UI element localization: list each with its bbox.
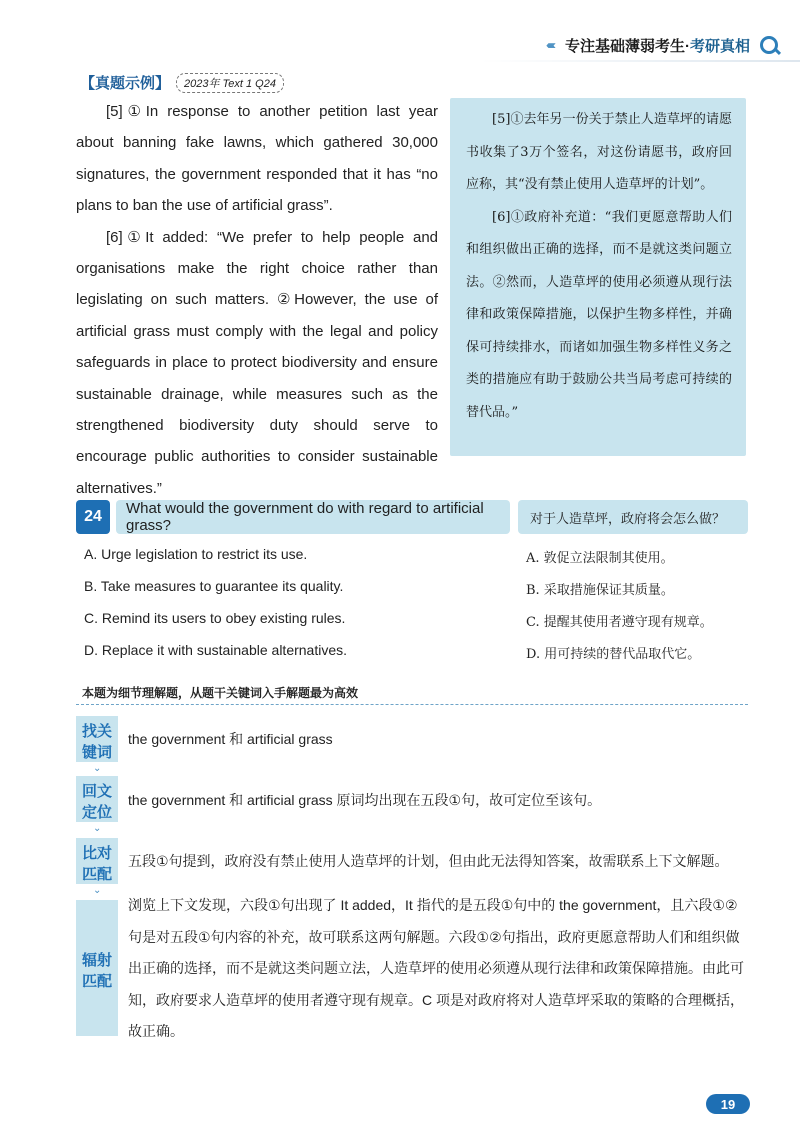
source-tag: 2023年 Text 1 Q24 bbox=[176, 73, 284, 93]
question-english: What would the government do with regard to artificial grass? bbox=[116, 500, 510, 534]
step-text-compare: 五段①句提到，政府没有禁止使用人造草坪的计划，但由此无法得知答案，故需联系上下文解题。 bbox=[128, 853, 729, 869]
option-c-en: C. Remind its users to obey existing rules. bbox=[84, 610, 346, 626]
step-label-radiate: 辐射 匹配 bbox=[76, 900, 118, 1036]
header-divider bbox=[480, 60, 800, 62]
option-b-en: B. Take measures to guarantee its quality. bbox=[84, 578, 344, 594]
question-chinese: 对于人造草坪，政府将会怎么做？ bbox=[518, 500, 748, 534]
search-q-icon bbox=[760, 36, 778, 54]
question-row bbox=[76, 500, 748, 534]
example-label: 【真题示例】 bbox=[80, 75, 171, 92]
step-label-keywords: 找关 键词 bbox=[76, 716, 118, 762]
example-title bbox=[80, 72, 284, 93]
question-number: 24 bbox=[76, 500, 110, 534]
step-label-compare: 比对 匹配 bbox=[76, 838, 118, 884]
option-d-en: D. Replace it with sustainable alternatives. bbox=[84, 642, 348, 658]
paragraph-6-en: [6]①It added: “We prefer to help people and organisations make the right choice rather than legislating on such matters. ②However, the use of artificial grass must comply with the legal and policy safeguards in place to protect biodiversity and ensure sustainable drainage, while measures such as the strengthened biodiversity duty should serve to encourage public authorities to consider sustainable alternatives.” bbox=[76, 228, 438, 497]
page-header bbox=[546, 34, 778, 56]
analysis-note: 本题为细节理解题，从题干关键词入手解题最为高效 bbox=[82, 686, 359, 700]
english-passage bbox=[76, 96, 438, 504]
page-number: 19 bbox=[706, 1094, 750, 1114]
paragraph-6-cn: [6]①政府补充道：“我们更愿意帮助人们和组织做出正确的选择，而不是就这类问题立法。②然而，人造草坪的使用必须遵从现行法律和政策保障措施，以保护生物多样性，并确保可持续排水，而诸如加强生物多样性义务之类的措施应有助于鼓励公共当局考虑可持续的替代品。” bbox=[466, 209, 732, 420]
step-text-radiate: 浏览上下文发现，六段①句出现了 It added，It 指代的是五段①句中的 the government，且六段①②句是对五段①句内容的补充，故可联系这两句解题。六段①②句指出，政府更愿意帮助人们和组织做出正确的选择，而不是就这类问题立法，人造草坪的使用必须遵从现行法律和政策保障措施。由此可知，政府要求人造草坪的使用者遵守现有规章。C 项是对政府将对人造草坪采取的策略的合理概括，故正确。 bbox=[128, 897, 744, 1039]
chevron-left-icon: ‹‹‹‹‹‹‹ bbox=[546, 38, 553, 52]
step-label-locate: 回文 定位 bbox=[76, 776, 118, 822]
option-b-cn: B. 采取措施保证其质量。 bbox=[526, 583, 674, 598]
option-d-cn: D. 用可持续的替代品取代它。 bbox=[526, 647, 701, 662]
chevron-down-icon: ⌄ bbox=[93, 885, 102, 896]
brand-text: 专注基础薄弱考生·考研真相 bbox=[564, 37, 750, 55]
paragraph-5-en: [5]①In response to another petition last year about banning fake lawns, which gathered 30,000 signatures, the government responded that it has “no plans to ban the use of artificial grass”. bbox=[76, 103, 438, 215]
dashed-divider bbox=[76, 704, 748, 705]
paragraph-5-cn: [5]①去年另一份关于禁止人造草坪的请愿书收集了3万个签名，对这份请愿书，政府回应称，其“没有禁止使用人造草坪的计划”。 bbox=[466, 112, 732, 192]
step-text-keywords: the government 和 artificial grass bbox=[128, 731, 333, 747]
chevron-down-icon: ⌄ bbox=[93, 763, 102, 774]
option-c-cn: C. 提醒其使用者遵守现有规章。 bbox=[526, 615, 713, 630]
chevron-down-icon: ⌄ bbox=[93, 823, 102, 834]
chinese-translation-box bbox=[450, 98, 746, 456]
option-a-cn: A. 敦促立法限制其使用。 bbox=[526, 551, 674, 566]
option-a-en: A. Urge legislation to restrict its use. bbox=[84, 546, 308, 562]
step-text-locate: the government 和 artificial grass 原词均出现在五段①句，故可定位至该句。 bbox=[128, 792, 602, 808]
